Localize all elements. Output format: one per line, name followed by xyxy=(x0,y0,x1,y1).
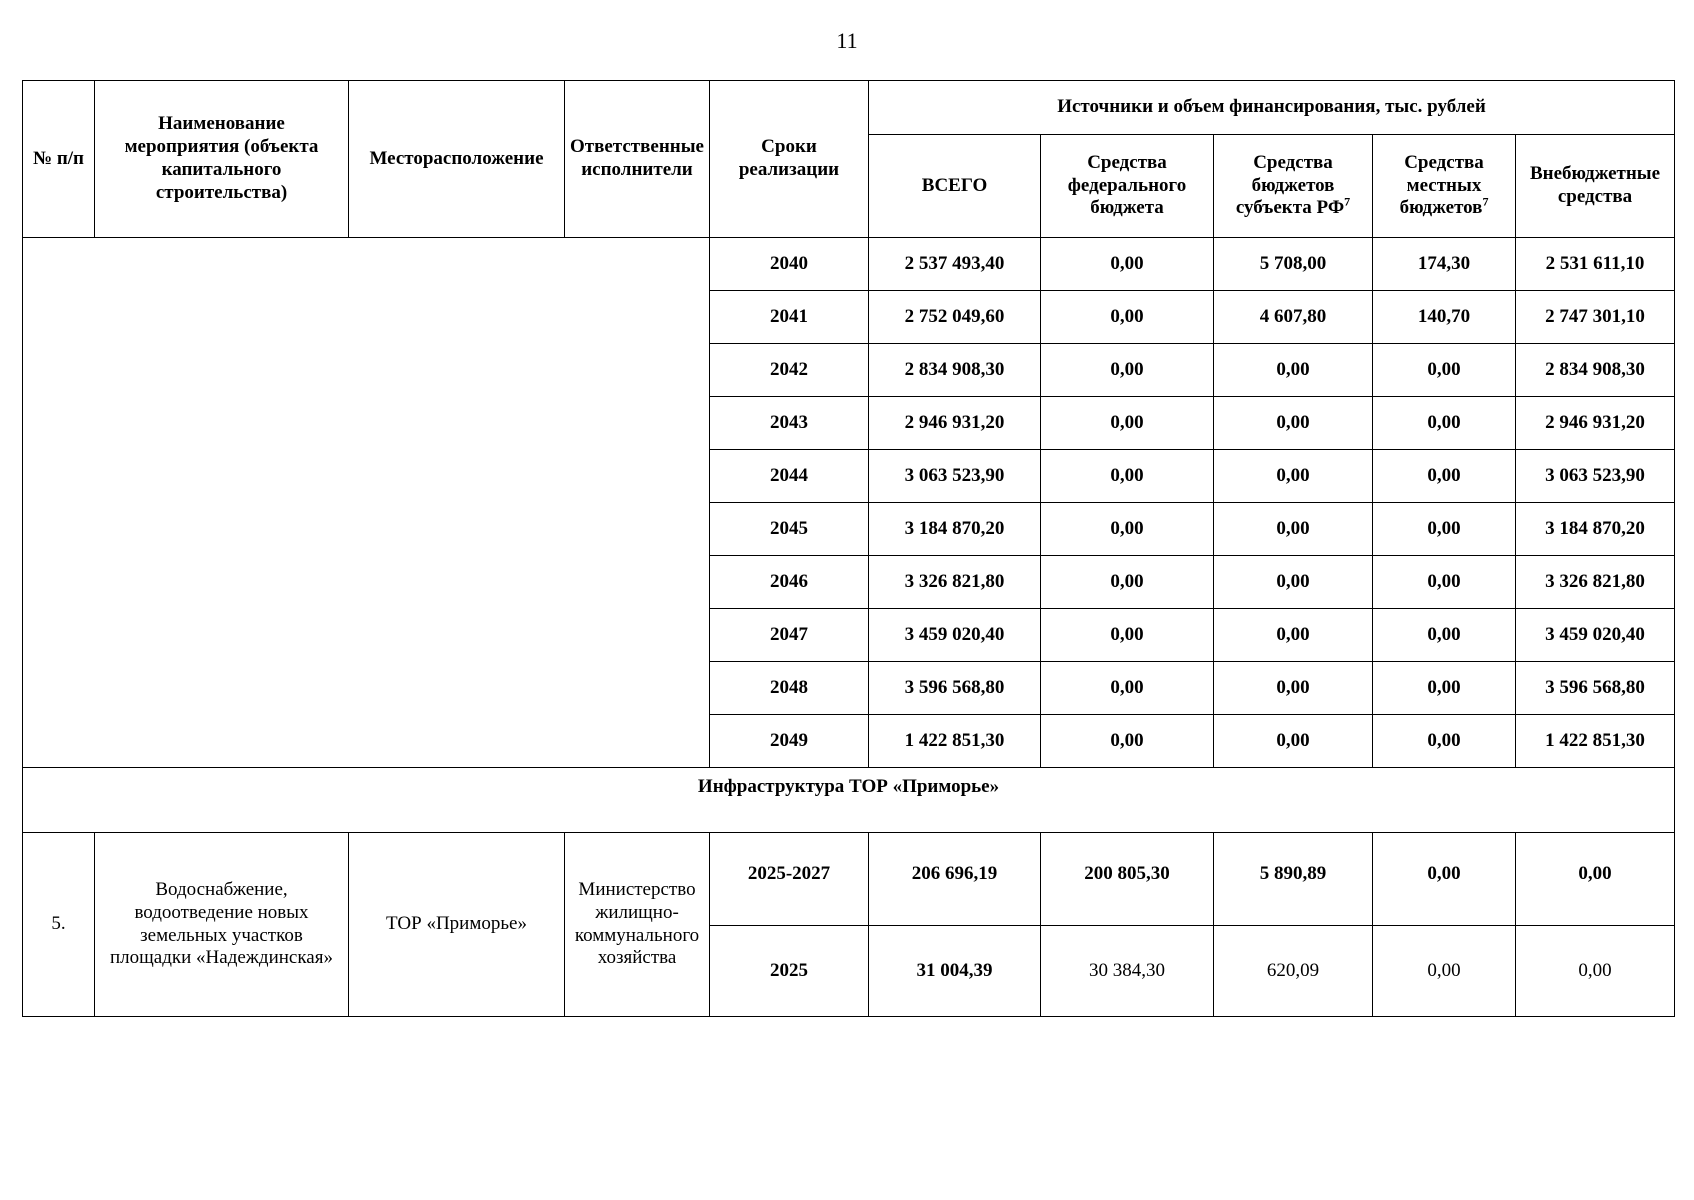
header-location: Месторасположение xyxy=(349,81,565,238)
header-local: Средства местных бюджетов$^7$ xyxy=(1373,135,1516,238)
cell-total: 1 422 851,30 xyxy=(869,715,1041,768)
table-row xyxy=(23,238,1675,291)
cell-year: 2042 xyxy=(710,344,869,397)
cell-year: 2047 xyxy=(710,609,869,662)
cell-extra: 3 184 870,20 xyxy=(1516,503,1675,556)
cell-year: 2041 xyxy=(710,291,869,344)
item-number: 5. xyxy=(23,833,95,1017)
cell-total: 206 696,19 xyxy=(869,833,1041,926)
cell-federal: 30 384,30 xyxy=(1041,926,1214,1017)
cell-local: 0,00 xyxy=(1373,833,1516,926)
item-location: ТОР «Приморье» xyxy=(349,833,565,1017)
cell-local: 0,00 xyxy=(1373,662,1516,715)
header-total: ВСЕГО xyxy=(869,135,1041,238)
cell-federal: 0,00 xyxy=(1041,450,1214,503)
cell-federal: 0,00 xyxy=(1041,503,1214,556)
header-sources: Источники и объем финансирования, тыс. рублей xyxy=(869,81,1675,135)
cell-period: 2025-2027 xyxy=(710,833,869,926)
cell-extra: 2 946 931,20 xyxy=(1516,397,1675,450)
cell-local: 140,70 xyxy=(1373,291,1516,344)
cell-year: 2043 xyxy=(710,397,869,450)
cell-local: 174,30 xyxy=(1373,238,1516,291)
header-row-1 xyxy=(23,81,1675,135)
table-body xyxy=(23,238,1675,1017)
header-num: № п/п xyxy=(23,81,95,238)
cell-total: 2 946 931,20 xyxy=(869,397,1041,450)
cell-federal: 0,00 xyxy=(1041,556,1214,609)
table-row xyxy=(23,833,1675,926)
cell-federal: 0,00 xyxy=(1041,715,1214,768)
cell-federal: 200 805,30 xyxy=(1041,833,1214,926)
cell-extra: 2 531 611,10 xyxy=(1516,238,1675,291)
cell-extra: 0,00 xyxy=(1516,926,1675,1017)
cell-subject: 0,00 xyxy=(1214,503,1373,556)
cell-extra: 0,00 xyxy=(1516,833,1675,926)
cell-extra: 3 459 020,40 xyxy=(1516,609,1675,662)
cell-total: 3 596 568,80 xyxy=(869,662,1041,715)
section-title: Инфраструктура ТОР «Приморье» xyxy=(23,768,1675,833)
cell-subject: 5 890,89 xyxy=(1214,833,1373,926)
cell-federal: 0,00 xyxy=(1041,662,1214,715)
cell-year: 2046 xyxy=(710,556,869,609)
cell-extra: 3 326 821,80 xyxy=(1516,556,1675,609)
section-row xyxy=(23,768,1675,833)
header-extra: Внебюджетные средства xyxy=(1516,135,1675,238)
cell-year: 2045 xyxy=(710,503,869,556)
cell-federal: 0,00 xyxy=(1041,291,1214,344)
cell-subject: 0,00 xyxy=(1214,556,1373,609)
cell-total: 2 752 049,60 xyxy=(869,291,1041,344)
cell-year: 2044 xyxy=(710,450,869,503)
cell-total: 3 326 821,80 xyxy=(869,556,1041,609)
cell-total: 3 459 020,40 xyxy=(869,609,1041,662)
cell-local: 0,00 xyxy=(1373,344,1516,397)
footnote-mark: 7 xyxy=(1344,195,1351,210)
cell-total: 2 537 493,40 xyxy=(869,238,1041,291)
cell-federal: 0,00 xyxy=(1041,344,1214,397)
cell-year: 2040 xyxy=(710,238,869,291)
cell-federal: 0,00 xyxy=(1041,609,1214,662)
cell-federal: 0,00 xyxy=(1041,238,1214,291)
header-period: Сроки реализации xyxy=(710,81,869,238)
cell-extra: 3 596 568,80 xyxy=(1516,662,1675,715)
cell-local: 0,00 xyxy=(1373,715,1516,768)
cell-subject: 620,09 xyxy=(1214,926,1373,1017)
cell-subject: 0,00 xyxy=(1214,450,1373,503)
header-federal: Средства федерального бюджета xyxy=(1041,135,1214,238)
cell-total: 3 063 523,90 xyxy=(869,450,1041,503)
cell-subject: 0,00 xyxy=(1214,662,1373,715)
cell-local: 0,00 xyxy=(1373,450,1516,503)
cell-period: 2025 xyxy=(710,926,869,1017)
footnote-mark: 7 xyxy=(1482,195,1489,210)
cell-local: 0,00 xyxy=(1373,609,1516,662)
cell-subject: 5 708,00 xyxy=(1214,238,1373,291)
cell-subject: 0,00 xyxy=(1214,344,1373,397)
cell-total: 2 834 908,30 xyxy=(869,344,1041,397)
item-responsible: Министерство жилищно-коммунального хозяйства xyxy=(565,833,710,1017)
financing-table xyxy=(22,80,1675,1017)
cell-subject: 0,00 xyxy=(1214,715,1373,768)
empty-merged-cell xyxy=(23,238,710,768)
cell-extra: 2 747 301,10 xyxy=(1516,291,1675,344)
item-name: Водоснабжение, водоотведение новых земельных участков площадки «Надеждинская» xyxy=(95,833,349,1017)
cell-local: 0,00 xyxy=(1373,503,1516,556)
cell-year: 2049 xyxy=(710,715,869,768)
cell-local: 0,00 xyxy=(1373,397,1516,450)
cell-total: 31 004,39 xyxy=(869,926,1041,1017)
header-name: Наименование мероприятия (объекта капитального строительства) xyxy=(95,81,349,238)
page-number: 11 xyxy=(836,28,858,53)
cell-subject: 0,00 xyxy=(1214,397,1373,450)
cell-federal: 0,00 xyxy=(1041,397,1214,450)
cell-local: 0,00 xyxy=(1373,926,1516,1017)
cell-year: 2048 xyxy=(710,662,869,715)
cell-extra: 1 422 851,30 xyxy=(1516,715,1675,768)
header-responsible: Ответственные исполнители xyxy=(565,81,710,238)
header-subject: Средства бюджетов субъекта $РФ^7$ xyxy=(1214,135,1373,238)
cell-subject: 0,00 xyxy=(1214,609,1373,662)
cell-total: 3 184 870,20 xyxy=(869,503,1041,556)
cell-extra: 2 834 908,30 xyxy=(1516,344,1675,397)
cell-local: 0,00 xyxy=(1373,556,1516,609)
cell-subject: 4 607,80 xyxy=(1214,291,1373,344)
cell-extra: 3 063 523,90 xyxy=(1516,450,1675,503)
